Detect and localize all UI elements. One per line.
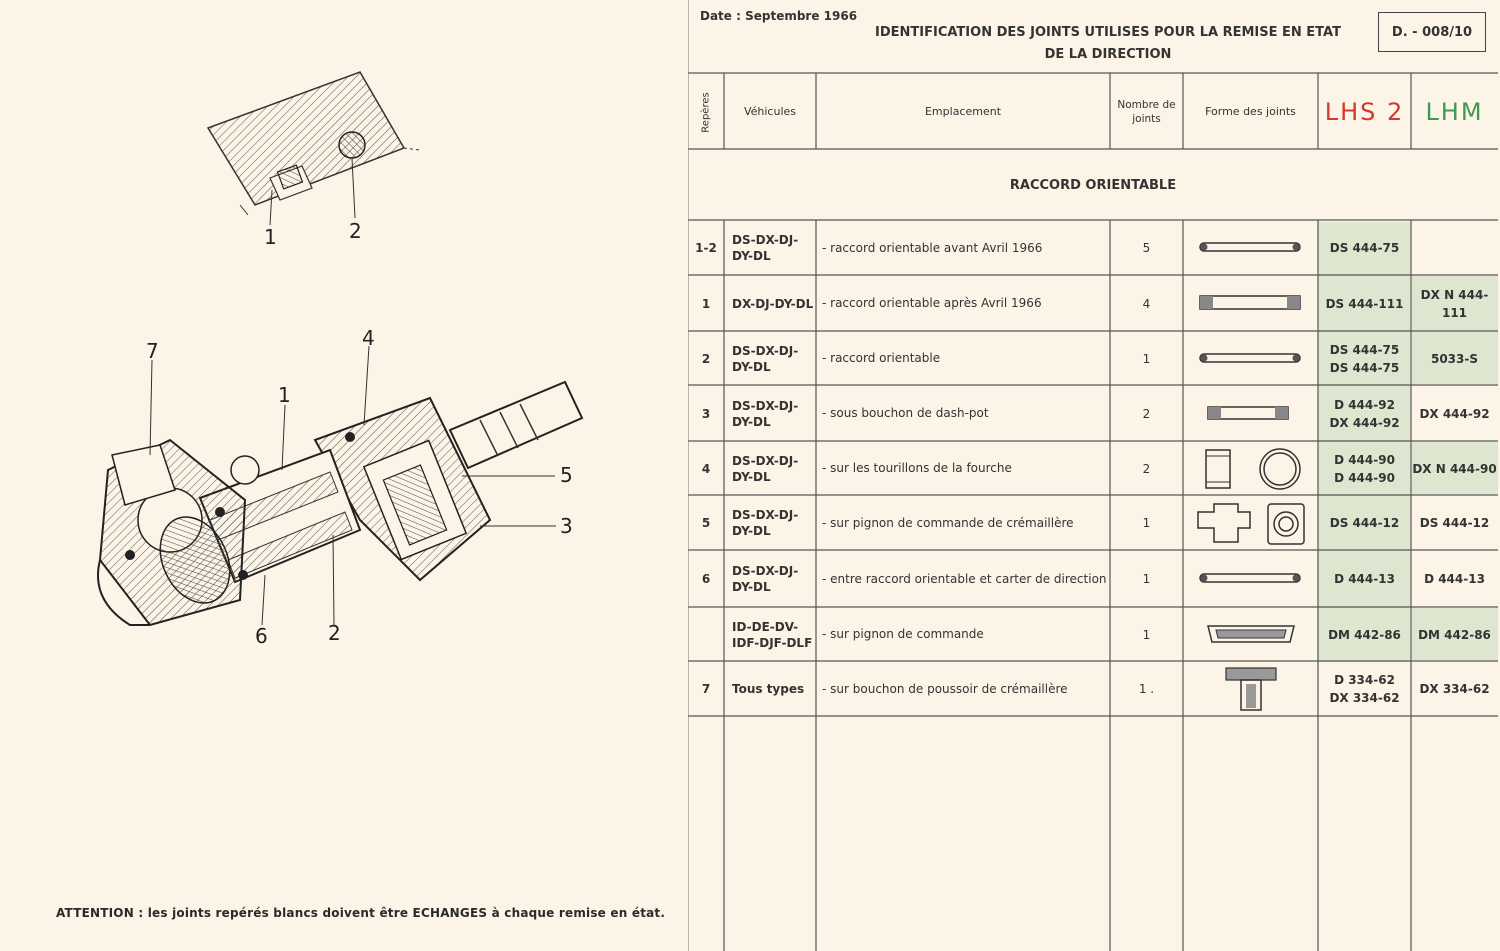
lhs2-code: D 334-62 (1334, 673, 1395, 687)
detail-view-top (208, 72, 420, 249)
joint-shape-o-ring-long-icon (1186, 334, 1316, 384)
lhm-code: DX 444-92 (1419, 406, 1490, 421)
technical-drawing (0, 0, 688, 951)
row-reperes: 4 (701, 461, 711, 476)
row-nombre: 1 (1142, 572, 1151, 586)
callout-1: 1 (278, 383, 291, 407)
row-emplacement: - entre raccord orientable et carter de direction (822, 571, 1107, 586)
lhs2-code: DX 334-62 (1329, 691, 1400, 705)
row-emplacement: - sur bouchon de poussoir de crémaillère (822, 681, 1068, 696)
row-lhs2 (1318, 608, 1411, 661)
callout-3: 3 (560, 514, 573, 538)
lhm-code: DS 444-12 (1419, 516, 1490, 530)
header-nombre: Nombre de joints (1117, 98, 1176, 125)
lhs2-code: D 444-90 (1334, 470, 1395, 485)
row-reperes: 7 (701, 682, 711, 696)
lhm-code: DM 442-86 (1418, 627, 1491, 642)
row-nombre: 1 (1142, 516, 1151, 530)
joint-shape-lip-seal-icon (1186, 498, 1316, 548)
drawing-panel (0, 0, 688, 951)
row-nombre: 1 . (1138, 682, 1155, 696)
lhs2-code: DS 444-75 (1329, 360, 1400, 375)
row-lhm (1411, 221, 1498, 275)
row-forme (1183, 496, 1318, 550)
row-nombre: 1 (1142, 627, 1151, 642)
row-forme (1183, 442, 1318, 495)
lhs2-code: DS 444-75 (1329, 241, 1400, 255)
joint-shape-bushing-ring-icon (1186, 444, 1316, 494)
row-lhs2 (1318, 386, 1411, 441)
main-assembly-view (98, 326, 582, 648)
lhs2-code: DM 442-86 (1328, 627, 1401, 642)
row-vehicules: DS-DX-DJ-DY-DL (732, 564, 799, 594)
row-nombre: 2 (1142, 406, 1151, 421)
row-forme (1183, 221, 1318, 275)
lhs2-code: DS 444-12 (1329, 516, 1400, 530)
row-reperes (688, 608, 724, 661)
joint-shape-o-ring-long-icon (1186, 223, 1316, 273)
row-reperes: 2 (701, 351, 711, 366)
row-lhs2 (1318, 551, 1411, 607)
callout-top-2: 2 (349, 219, 362, 243)
row-reperes: 1 (701, 296, 711, 311)
row-forme (1183, 386, 1318, 441)
lhs2-code: DS 444-75 (1329, 342, 1400, 357)
row-reperes: 1-2 (695, 241, 717, 255)
row-lhs2 (1318, 496, 1411, 550)
callout-6: 6 (255, 624, 268, 648)
row-vehicules: DS-DX-DJ-DY-DL (732, 508, 799, 538)
header-lhm: LHM (1425, 97, 1484, 126)
row-vehicules: DX-DJ-DY-DL (732, 296, 814, 311)
lhs2-code: D 444-13 (1334, 572, 1395, 586)
row-nombre: 2 (1142, 461, 1151, 476)
callout-2: 2 (328, 621, 341, 645)
callout-5: 5 (560, 463, 573, 487)
header-emplacement: Emplacement (924, 104, 1002, 118)
row-lhm (1411, 386, 1498, 441)
row-vehicules: DS-DX-DJ-DY-DL (732, 233, 799, 263)
callout-top-1: 1 (264, 225, 277, 249)
table-panel (688, 0, 1500, 951)
row-nombre: 1 (1142, 351, 1151, 366)
row-forme (1183, 276, 1318, 331)
row-reperes: 5 (701, 516, 711, 530)
row-emplacement: - sur pignon de commande de crémaillère (822, 515, 1074, 530)
row-lhm (1411, 332, 1498, 385)
section-title: RACCORD ORIENTABLE (1009, 178, 1177, 193)
lhs2-code: D 444-90 (1334, 452, 1395, 467)
header-lhs2: LHS 2 (1324, 97, 1405, 126)
callout-7: 7 (146, 339, 159, 363)
joint-shape-o-ring-long-icon (1186, 554, 1316, 604)
row-reperes: 6 (701, 572, 711, 586)
joint-shape-cup-seal-icon (1186, 610, 1316, 660)
row-forme (1183, 662, 1318, 716)
lhs2-code: D 444-92 (1334, 397, 1395, 412)
row-emplacement: - raccord orientable après Avril 1966 (822, 296, 1042, 310)
row-vehicules: ID-DE-DV-IDF-DJF-DLF (732, 619, 813, 650)
row-lhm (1411, 496, 1498, 550)
lhm-code: DX N 444-90 (1412, 461, 1497, 476)
row-forme (1183, 332, 1318, 385)
lhm-code: DX 334-62 (1419, 682, 1490, 696)
row-emplacement: - sur les tourillons de la fourche (822, 461, 1012, 475)
row-emplacement: - raccord orientable avant Avril 1966 (822, 240, 1043, 255)
joint-shape-square-ring-long-icon (1186, 279, 1316, 329)
row-nombre: 4 (1142, 296, 1151, 311)
row-reperes: 3 (701, 406, 711, 421)
row-lhm (1411, 442, 1498, 495)
row-lhs2 (1318, 276, 1411, 331)
row-lhs2 (1318, 662, 1411, 716)
lhm-code: DX N 444-111 (1420, 287, 1489, 320)
header-forme: Forme des joints (1205, 104, 1296, 118)
joint-shape-plug-seal-icon (1186, 664, 1316, 714)
row-emplacement: - sous bouchon de dash-pot (822, 406, 989, 420)
title-line-2: DE LA DIRECTION (1044, 47, 1172, 62)
lhm-code: 5033-S (1430, 351, 1479, 366)
row-vehicules: DS-DX-DJ-DY-DL (732, 398, 799, 429)
joint-shape-square-ring-short-icon (1186, 389, 1316, 439)
lhs2-code: DS 444-111 (1325, 296, 1404, 311)
row-vehicules: DS-DX-DJ-DY-DL (732, 343, 799, 374)
row-lhs2 (1318, 332, 1411, 385)
title-line-1: IDENTIFICATION DES JOINTS UTILISES POUR LA REMISE EN ETAT (875, 25, 1341, 40)
row-vehicules: Tous types (732, 682, 805, 696)
row-forme (1183, 551, 1318, 607)
callout-4: 4 (362, 326, 375, 350)
row-lhs2 (1318, 221, 1411, 275)
date-label: Date : Septembre 1966 (700, 9, 858, 23)
header-reperes: Repères (700, 91, 712, 133)
row-vehicules: DS-DX-DJ-DY-DL (732, 453, 799, 484)
attention-note: ATTENTION : les joints repérés blancs doivent être ECHANGES à chaque remise en état. (56, 906, 666, 920)
row-lhm (1411, 662, 1498, 716)
reference-box: D. - 008/10 (1378, 12, 1486, 52)
row-nombre: 5 (1142, 241, 1151, 255)
row-emplacement: - sur pignon de commande (822, 627, 984, 641)
row-lhm (1411, 276, 1498, 331)
row-emplacement: - raccord orientable (822, 351, 941, 365)
lhm-code: D 444-13 (1424, 572, 1485, 586)
row-lhs2 (1318, 442, 1411, 495)
header-vehicules: Véhicules (743, 104, 797, 118)
row-lhm (1411, 608, 1498, 661)
lhs2-code: DX 444-92 (1329, 415, 1400, 430)
row-forme (1183, 608, 1318, 661)
row-lhm (1411, 551, 1498, 607)
